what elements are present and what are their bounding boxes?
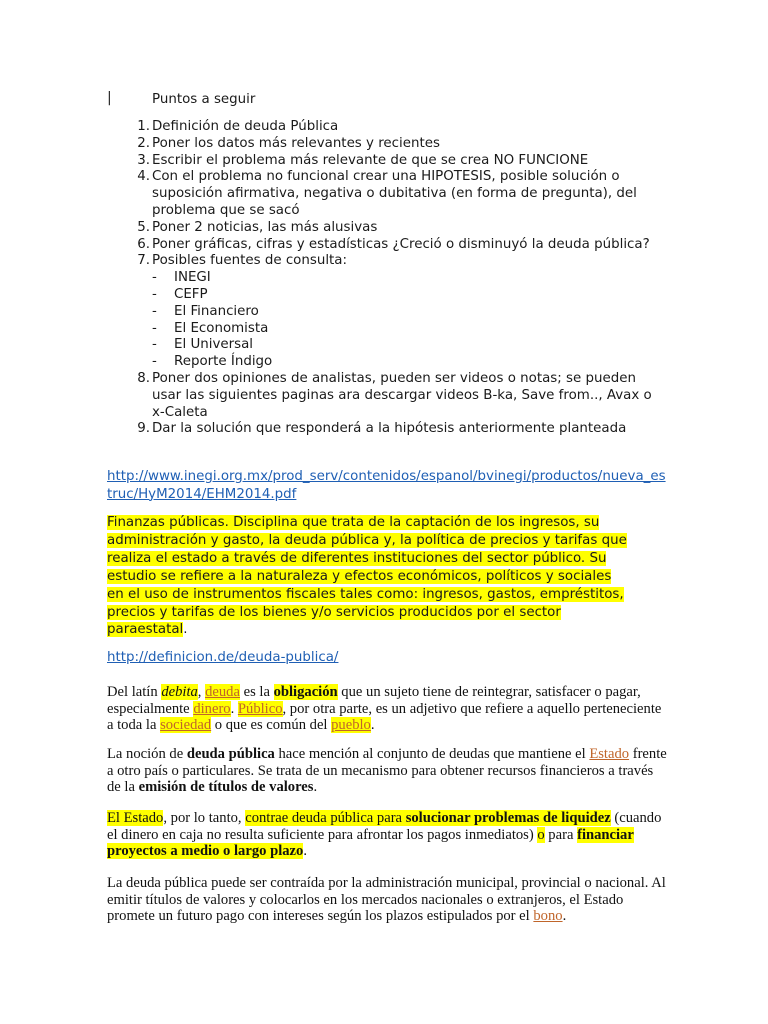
text-run: o que es común del: [211, 717, 332, 734]
text-run: para: [544, 826, 578, 843]
deuda-link[interactable]: deuda: [205, 684, 240, 700]
deuda-publica-term: deuda pública: [186, 746, 275, 762]
dash-bullet: -: [152, 270, 157, 286]
source-label: El Financiero: [174, 303, 259, 319]
source-label: El Universal: [174, 337, 254, 353]
finanzas-paragraph: [107, 514, 627, 639]
text-cursor: |: [107, 90, 112, 106]
item-number: 5.: [137, 219, 150, 235]
source-item: [152, 270, 666, 287]
text-run: que un sujeto tiene de reintegrar, satisfacer o pagar, especialmente: [107, 684, 641, 717]
text-run: .: [230, 700, 238, 717]
text-run: .: [370, 717, 375, 734]
item-text: Dar la solución que responderá a la hipótesis anteriormente planteada: [152, 421, 627, 437]
source-item: [152, 287, 666, 304]
text-run: .: [303, 843, 307, 860]
source-item: [152, 337, 666, 354]
item-text: Posibles fuentes de consulta:: [152, 253, 348, 269]
list-item: [106, 237, 666, 254]
finanzas-body: . Disciplina que trata de la captación de los ingresos, su administración y gasto, la deuda pública y, la política de precios y tarifas que realiza el estado a través de diferentes instituciones del sector público. Su estudio se refiere a la naturaleza y efectos económicos, políticos y sociales en el uso de instrumentos fiscales tales como: ingresos, gastos, empréstitos, precios y tarifas de los bienes y/o servicios producidos por el sector paraestatal: [107, 515, 627, 638]
dash-bullet: -: [152, 337, 157, 353]
latin-paragraph: [107, 684, 667, 734]
text-run: Del latín: [107, 684, 162, 700]
item-number: 4.: [137, 169, 150, 185]
pueblo-link[interactable]: pueblo: [331, 717, 371, 734]
nocion-paragraph: [107, 746, 667, 796]
source-item: [152, 321, 666, 338]
item-text: Definición de deuda Pública: [152, 119, 339, 134]
contrae-highlight: contrae deuda pública para: [245, 810, 406, 826]
text-run: ,: [197, 684, 206, 700]
sociedad-link[interactable]: sociedad: [160, 717, 212, 734]
text-run: La noción de: [107, 746, 187, 762]
list-item: [106, 220, 666, 237]
debita-term: debita: [161, 684, 198, 700]
inegi-link[interactable]: http://www.inegi.org.mx/prod_serv/contenidos/espanol/bvinegi/productos/nueva_estruc/HyM2014/EHM2014.pdf: [107, 469, 666, 502]
definicion-link[interactable]: http://definicion.de/deuda-publica/: [107, 650, 339, 665]
list-item: [106, 169, 666, 219]
item-number: 9.: [137, 421, 150, 437]
source-item: [152, 354, 666, 371]
item-text: Con el problema no funcional crear una HIPOTESIS, posible solución o suposición afirmativa, negativa o dubitativa (en forma de pregunta), del problema que se sacó: [152, 169, 637, 218]
bono-link[interactable]: bono: [533, 908, 563, 925]
text-run: hace mención al conjunto de deudas que mantiene el: [274, 746, 590, 762]
dash-bullet: -: [152, 303, 157, 319]
item-text: Poner gráficas, cifras y estadísticas ¿Creció o disminuyó la deuda pública?: [152, 236, 650, 252]
emision-term: emisión de títulos de valores: [138, 779, 314, 796]
item-text: Escribir el problema más relevante de que se crea NO FUNCIONE: [152, 152, 589, 168]
sources-list: [152, 270, 666, 371]
contraida-paragraph: [107, 875, 667, 925]
item-number: 6.: [137, 236, 150, 252]
dash-bullet: -: [152, 286, 157, 302]
item-text: Poner dos opiniones de analistas, pueden ser videos o notas; se pueden usar las siguientes paginas ara descargar videos B-ka, Save from.., Avax o x-Caleta: [152, 370, 652, 420]
estado-highlight: El Estado: [107, 810, 164, 826]
page-heading: Puntos a seguir: [152, 92, 256, 107]
list-item: [106, 136, 666, 153]
text-run: , por otra parte, es un adjetivo que refiere a aquello perteneciente a toda la: [107, 700, 662, 734]
item-number: 7.: [137, 253, 150, 269]
text-run: .: [562, 908, 567, 925]
item-text: Poner los datos más relevantes y recientes: [152, 135, 440, 151]
source-label: El Economista: [174, 320, 269, 336]
source-item: [152, 304, 666, 321]
item-text: Poner 2 noticias, las más alusivas: [152, 219, 378, 235]
list-item: [106, 253, 666, 371]
publico-link[interactable]: Público: [237, 700, 283, 717]
solucionar-term: solucionar problemas de liquidez: [405, 810, 611, 826]
finanzas-end: .: [183, 622, 188, 638]
text-run: .: [313, 779, 318, 796]
text-run: La deuda pública puede ser contraída por la administración municipal, provincial o nacional. Al emitir títulos de valores y colocarlos en los mercados nacionales o extranjeros, el Estado promete un futuro pago con intereses según los plazos estipulados por el: [107, 875, 666, 925]
dinero-link[interactable]: dinero: [193, 700, 231, 717]
dash-bullet: -: [152, 320, 157, 336]
estado-paragraph: [107, 810, 667, 860]
text-run: (cuando el dinero en caja no resulta suficiente para afrontar los pagos inmediatos): [107, 810, 662, 843]
obligacion-term: obligación: [273, 684, 338, 700]
text-run: es la: [239, 684, 274, 700]
item-number: 8.: [137, 370, 150, 386]
inegi-link-paragraph: [107, 468, 667, 503]
source-label: INEGI: [174, 270, 211, 286]
estado-link[interactable]: Estado: [589, 746, 630, 762]
list-item: [106, 421, 666, 438]
text-run: frente a otro país o particulares. Se trata de un mecanismo para obtener recursos financieros a través de la: [107, 746, 667, 796]
item-number: 2.: [137, 135, 150, 151]
list-item: [106, 371, 666, 421]
definicion-link-paragraph: [107, 650, 338, 665]
list-item: [106, 119, 666, 136]
item-number: 1.: [137, 119, 150, 134]
source-label: CEFP: [174, 286, 208, 302]
source-label: Reporte Índigo: [174, 354, 273, 370]
text-run: , por lo tanto,: [163, 810, 246, 826]
item-number: 3.: [137, 152, 150, 168]
dash-bullet: -: [152, 354, 157, 370]
o-highlight: o: [537, 826, 545, 843]
steps-list: [106, 119, 666, 438]
finanzas-term: Finanzas públicas: [107, 515, 225, 530]
financiar-term: financiar proyectos a medio o largo plazo: [107, 826, 634, 860]
list-item: [106, 153, 666, 170]
